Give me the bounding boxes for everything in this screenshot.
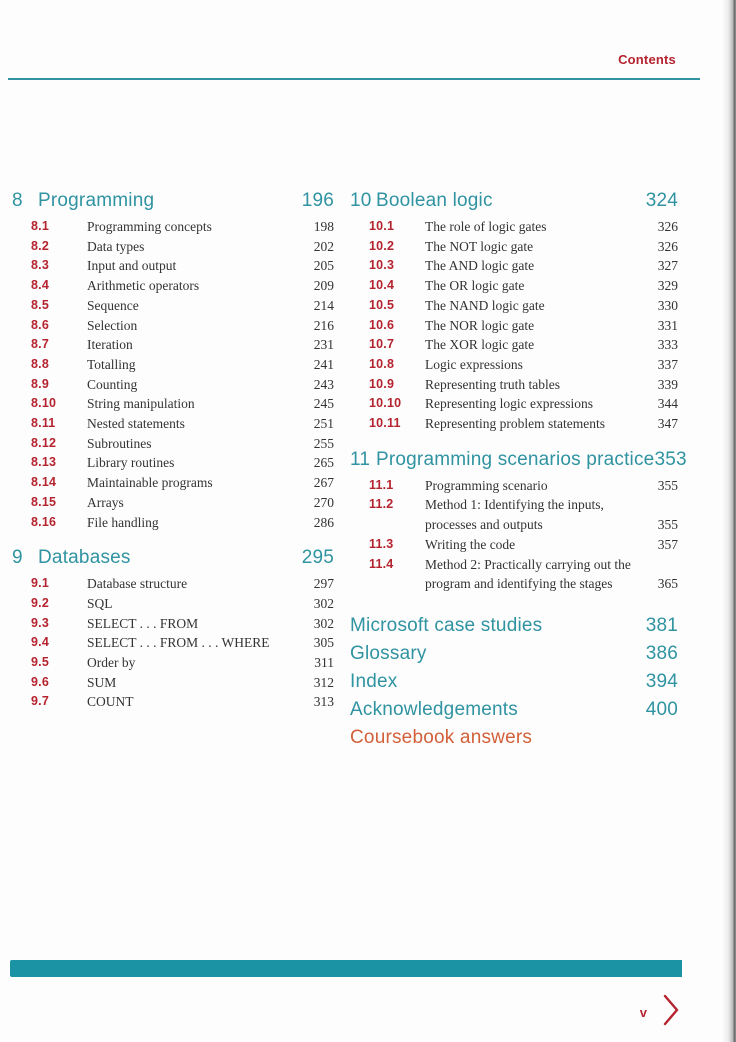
section-page: 243 <box>313 376 334 392</box>
section-number: 10.2 <box>369 238 395 253</box>
section-title-line: SQL <box>87 595 113 611</box>
section-title <box>87 335 292 355</box>
section-title <box>425 276 636 296</box>
section-page: 255 <box>313 435 334 451</box>
section-number: 9.4 <box>31 635 49 650</box>
section-number: 9.3 <box>31 615 49 630</box>
section-page: 286 <box>313 514 334 530</box>
section-number: 9.5 <box>31 655 49 670</box>
toc-row <box>12 673 334 693</box>
chapter-block <box>350 188 678 434</box>
section-page: 311 <box>314 655 334 671</box>
section-page: 302 <box>313 615 334 631</box>
backmatter-title: Microsoft case studies <box>350 614 543 636</box>
section-title <box>425 296 636 316</box>
toc-row <box>12 574 334 594</box>
section-title-line: Writing the code <box>425 536 516 552</box>
toc-row <box>350 316 678 336</box>
section-number: 8.3 <box>31 258 49 273</box>
section-number: 10.7 <box>369 337 395 352</box>
backmatter-page: 394 <box>645 670 678 692</box>
section-title-line: The OR logic gate <box>425 278 525 294</box>
section-title <box>425 394 636 414</box>
section-title-line: The NOT logic gate <box>425 238 534 254</box>
section-title-line: SELECT . . . FROM <box>87 615 199 631</box>
section-page: 347 <box>657 416 678 432</box>
section-title-line: Subroutines <box>87 435 152 451</box>
toc-right-chapters <box>350 188 687 594</box>
section-number: 10.8 <box>369 356 395 371</box>
section-title <box>425 555 636 594</box>
section-page: 333 <box>657 337 678 353</box>
chapter-block <box>350 447 687 594</box>
toc-row <box>350 375 678 395</box>
section-number: 11.2 <box>369 497 394 512</box>
section-title-line: Counting <box>87 376 138 392</box>
section-number: 8.10 <box>31 396 57 411</box>
toc-row <box>350 555 678 594</box>
backmatter-row <box>350 668 678 696</box>
backmatter-list <box>350 612 678 752</box>
toc-row <box>12 296 334 316</box>
toc-row <box>12 633 334 653</box>
section-title-line: Representing problem statements <box>425 416 605 432</box>
toc-row <box>12 453 334 473</box>
toc-row <box>350 355 678 375</box>
section-title <box>87 473 292 493</box>
section-page: 357 <box>657 536 678 552</box>
toc-row <box>350 217 678 237</box>
toc-row <box>12 473 334 493</box>
section-title-line: Data types <box>87 238 145 254</box>
section-title <box>87 692 292 712</box>
toc-row <box>12 316 334 336</box>
section-page: 337 <box>657 356 678 372</box>
section-page: 205 <box>313 258 334 274</box>
section-title-line: program and identifying the stages <box>425 576 613 592</box>
section-title-line: Arithmetic operators <box>87 278 200 294</box>
chapter-number: 11 <box>350 448 371 470</box>
chapter-page: 324 <box>645 190 678 211</box>
section-title-line: File handling <box>87 514 159 530</box>
footer-bar <box>10 960 682 977</box>
toc-row <box>12 594 334 614</box>
section-title <box>87 355 292 375</box>
page-number: v <box>639 1004 647 1020</box>
section-page: 245 <box>313 396 334 412</box>
toc-row <box>350 276 678 296</box>
section-page: 297 <box>313 576 334 592</box>
section-title-line: Method 1: Identifying the inputs, <box>425 497 604 513</box>
toc-row <box>12 434 334 454</box>
chapter-title: Programming <box>38 190 155 211</box>
section-title-line: The NOR logic gate <box>425 317 535 333</box>
toc-right-column <box>350 188 687 752</box>
toc-row <box>350 296 678 316</box>
section-page: 214 <box>313 297 334 313</box>
backmatter-title: Acknowledgements <box>350 698 518 720</box>
chevron-right-icon <box>662 993 680 1027</box>
backmatter-row <box>350 696 678 724</box>
section-number: 10.10 <box>369 396 402 411</box>
backmatter-row <box>350 640 678 668</box>
section-page: 202 <box>313 238 334 254</box>
section-title <box>425 414 636 434</box>
section-number: 10.11 <box>369 416 401 431</box>
chapter-number: 10 <box>350 190 372 211</box>
section-page: 198 <box>313 219 334 234</box>
section-number: 9.1 <box>31 576 49 591</box>
section-title-line: Sequence <box>87 297 139 313</box>
section-title-line: The role of logic gates <box>425 219 547 234</box>
section-title-line: The AND logic gate <box>425 258 535 274</box>
chapter-header <box>12 188 334 214</box>
toc-row <box>350 256 678 276</box>
section-page: 216 <box>313 317 334 333</box>
section-title <box>87 574 292 594</box>
section-number: 8.6 <box>31 317 49 332</box>
toc-row <box>12 256 334 276</box>
backmatter-title: Coursebook answers <box>350 726 533 748</box>
section-title <box>87 296 292 316</box>
chapter-page: 295 <box>301 547 334 569</box>
header-rule <box>8 78 700 80</box>
chapter-block <box>12 545 334 712</box>
section-number: 8.14 <box>31 475 57 490</box>
running-header <box>618 52 676 67</box>
backmatter-page: 386 <box>645 642 678 664</box>
toc-row <box>12 493 334 513</box>
section-title <box>425 495 636 534</box>
section-page: 355 <box>657 517 678 533</box>
chapter-header <box>350 188 678 214</box>
toc-columns <box>12 188 687 752</box>
section-title <box>87 276 292 296</box>
section-title <box>425 256 636 276</box>
section-page: 251 <box>313 416 334 432</box>
section-page: 331 <box>657 317 678 333</box>
section-title-line: Logic expressions <box>425 356 523 372</box>
section-title-line: COUNT <box>87 694 134 710</box>
toc-row <box>12 375 334 395</box>
section-title <box>425 375 636 395</box>
toc-row <box>350 495 678 534</box>
section-number: 10.4 <box>369 278 395 293</box>
toc-left-column <box>12 188 334 752</box>
chapter-page: 196 <box>301 190 334 211</box>
section-title <box>425 535 636 555</box>
chapter-block <box>12 188 334 532</box>
section-title-line: The NAND logic gate <box>425 297 545 313</box>
section-page: 327 <box>657 258 678 274</box>
toc-row <box>350 237 678 257</box>
toc-row <box>350 414 678 434</box>
section-page: 241 <box>313 356 334 372</box>
section-number: 10.9 <box>369 376 395 391</box>
section-number: 11.3 <box>369 536 394 551</box>
section-title <box>87 633 292 653</box>
toc-row <box>12 355 334 375</box>
backmatter-row <box>350 724 678 752</box>
section-title-line: Database structure <box>87 576 188 592</box>
section-page: 355 <box>657 477 678 493</box>
chapter-page: 353 <box>654 448 687 470</box>
section-number: 8.8 <box>31 356 49 371</box>
section-title <box>87 256 292 276</box>
toc-row <box>12 335 334 355</box>
backmatter-title: Glossary <box>350 642 427 664</box>
toc-row <box>12 217 334 237</box>
section-title <box>425 355 636 375</box>
toc-row <box>12 237 334 257</box>
section-title-line: Method 2: Practically carrying out the <box>425 556 631 572</box>
toc-row <box>350 335 678 355</box>
backmatter-title: Index <box>350 670 398 692</box>
section-page: 313 <box>313 694 334 710</box>
section-number: 9.6 <box>31 674 49 689</box>
backmatter-row <box>350 612 678 640</box>
section-number: 9.2 <box>31 595 49 610</box>
section-number: 8.15 <box>31 494 57 509</box>
section-page: 209 <box>313 278 334 294</box>
toc-row <box>12 414 334 434</box>
section-title <box>425 476 636 496</box>
section-title-line: Totalling <box>87 356 136 372</box>
section-title-line: processes and outputs <box>425 517 543 533</box>
section-number: 8.11 <box>31 416 56 431</box>
section-title <box>425 316 636 336</box>
section-title <box>87 673 292 693</box>
chapter-number: 8 <box>12 190 23 211</box>
section-page: 305 <box>313 635 334 651</box>
section-title <box>87 513 292 533</box>
section-title-line: Representing logic expressions <box>425 396 593 412</box>
toc-row <box>350 535 678 555</box>
section-number: 8.7 <box>31 337 49 352</box>
section-title <box>87 316 292 336</box>
section-page: 330 <box>657 297 678 313</box>
backmatter-page: 400 <box>645 698 678 720</box>
section-title-line: Selection <box>87 317 138 333</box>
section-title <box>87 493 292 513</box>
section-title <box>425 237 636 257</box>
toc-row <box>12 394 334 414</box>
section-title-line: Programming scenario <box>425 477 548 493</box>
section-number: 11.1 <box>369 477 394 492</box>
running-header-label: Contents <box>618 52 676 67</box>
section-number: 8.1 <box>31 219 49 233</box>
section-title-line: Maintainable programs <box>87 475 213 491</box>
toc-row <box>12 513 334 533</box>
section-page: 270 <box>313 494 334 510</box>
section-title-line: SELECT . . . FROM . . . WHERE <box>87 635 270 651</box>
section-title-line: SUM <box>87 674 117 690</box>
section-page: 365 <box>657 576 678 592</box>
section-title-line: Nested statements <box>87 416 185 432</box>
section-title <box>87 394 292 414</box>
section-page: 231 <box>313 337 334 353</box>
section-title <box>87 453 292 473</box>
section-title-line: Arrays <box>87 494 124 510</box>
section-page: 312 <box>313 674 334 690</box>
section-title-line: Library routines <box>87 455 175 471</box>
section-page: 326 <box>657 238 678 254</box>
section-number: 8.16 <box>31 514 57 529</box>
section-number: 8.4 <box>31 278 49 293</box>
section-title <box>87 614 292 634</box>
toc-row <box>12 614 334 634</box>
section-number: 10.1 <box>369 219 395 233</box>
section-number: 8.5 <box>31 297 49 312</box>
toc-row <box>12 276 334 296</box>
section-page: 265 <box>313 455 334 471</box>
section-page: 267 <box>313 475 334 491</box>
chapter-title: Databases <box>38 547 131 569</box>
chapter-header <box>350 447 687 473</box>
section-title <box>425 217 636 237</box>
section-page: 339 <box>657 376 678 392</box>
section-title <box>87 375 292 395</box>
section-page: 326 <box>657 219 678 234</box>
chapter-header <box>12 545 334 571</box>
toc-row <box>350 476 678 496</box>
section-title <box>87 237 292 257</box>
section-number: 11.4 <box>369 556 394 571</box>
section-title <box>87 434 292 454</box>
section-title <box>87 594 292 614</box>
section-number: 10.5 <box>369 297 395 312</box>
section-title <box>425 335 636 355</box>
toc-row <box>350 394 678 414</box>
section-title <box>87 414 292 434</box>
toc-row <box>12 653 334 673</box>
section-title-line: Representing truth tables <box>425 376 560 392</box>
chapter-title: Boolean logic <box>376 190 493 211</box>
section-title-line: Programming concepts <box>87 219 212 234</box>
section-title-line: Iteration <box>87 337 133 353</box>
section-page: 329 <box>657 278 678 294</box>
backmatter-page: 381 <box>645 614 678 636</box>
section-title <box>87 653 292 673</box>
section-number: 8.13 <box>31 455 57 470</box>
chapter-title: Programming scenarios practice <box>376 448 655 470</box>
section-number: 8.9 <box>31 376 49 391</box>
section-page: 302 <box>313 595 334 611</box>
section-title-line: The XOR logic gate <box>425 337 535 353</box>
section-title-line: Input and output <box>87 258 177 274</box>
section-number: 9.7 <box>31 694 49 709</box>
section-number: 8.2 <box>31 238 49 253</box>
section-title-line: String manipulation <box>87 396 195 412</box>
section-page: 344 <box>657 396 678 412</box>
page-footer <box>640 992 680 1028</box>
section-number: 10.3 <box>369 258 395 273</box>
section-number: 8.12 <box>31 435 57 450</box>
toc-row <box>12 692 334 712</box>
section-title-line: Order by <box>87 655 136 671</box>
section-title <box>87 217 292 237</box>
section-number: 10.6 <box>369 317 395 332</box>
chapter-number: 9 <box>12 547 23 569</box>
